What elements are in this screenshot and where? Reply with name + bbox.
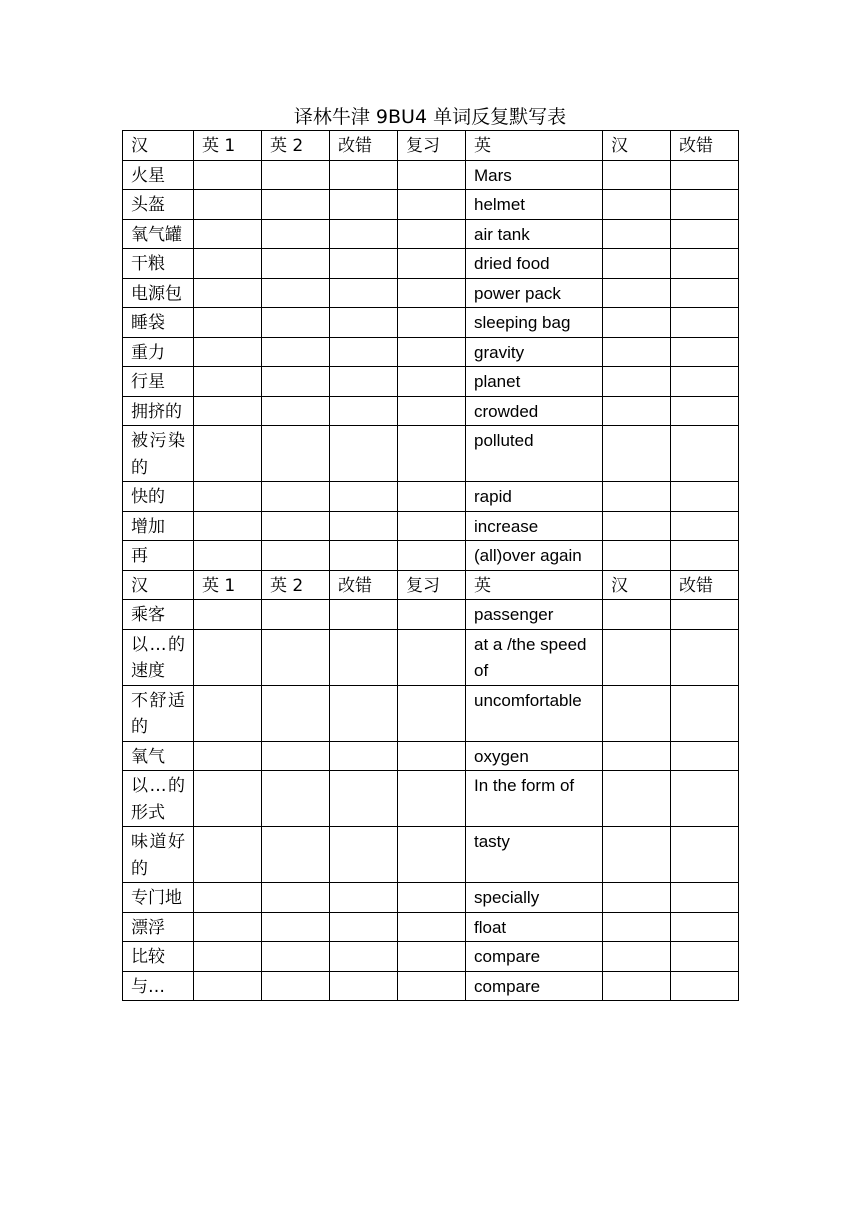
cell-blank	[603, 426, 671, 482]
cell-chinese: 电源包	[123, 278, 194, 308]
table-row	[123, 482, 739, 512]
cell-blank	[262, 685, 330, 741]
table-row	[123, 971, 739, 1001]
cell-blank	[330, 396, 398, 426]
cell-chinese: 味道好的	[123, 827, 194, 883]
cell-blank	[671, 883, 739, 913]
cell-blank	[603, 337, 671, 367]
table-header-row	[123, 131, 739, 161]
cell-english: (all)over again	[466, 541, 603, 571]
cell-chinese: 行星	[123, 367, 194, 397]
cell-blank	[398, 883, 466, 913]
cell-blank	[194, 827, 262, 883]
cell-blank	[398, 396, 466, 426]
cell-blank	[603, 971, 671, 1001]
cell-blank	[194, 971, 262, 1001]
cell-blank	[398, 190, 466, 220]
table-row	[123, 685, 739, 741]
cell-blank	[671, 190, 739, 220]
cell-blank	[194, 883, 262, 913]
cell-blank	[398, 741, 466, 771]
cell-english: oxygen	[466, 741, 603, 771]
cell-english: tasty	[466, 827, 603, 883]
table-row	[123, 771, 739, 827]
cell-blank	[398, 426, 466, 482]
cell-english: increase	[466, 511, 603, 541]
cell-blank	[262, 308, 330, 338]
cell-chinese: 头盔	[123, 190, 194, 220]
cell-blank	[330, 912, 398, 942]
cell-blank	[398, 308, 466, 338]
cell-blank	[330, 482, 398, 512]
cell-english: In the form of	[466, 771, 603, 827]
cell-blank	[194, 511, 262, 541]
cell-blank	[262, 629, 330, 685]
table-row	[123, 541, 739, 571]
cell-chinese: 增加	[123, 511, 194, 541]
table-row	[123, 942, 739, 972]
cell-blank	[330, 971, 398, 1001]
cell-blank	[330, 629, 398, 685]
cell-blank	[603, 160, 671, 190]
cell-blank	[262, 600, 330, 630]
cell-blank	[671, 308, 739, 338]
cell-chinese: 睡袋	[123, 308, 194, 338]
cell-blank	[330, 337, 398, 367]
cell-blank	[603, 741, 671, 771]
page-title: 译林牛津 9BU4 单词反复默写表	[293, 106, 567, 128]
cell-blank	[262, 827, 330, 883]
cell-blank	[330, 308, 398, 338]
table-row	[123, 827, 739, 883]
cell-blank	[603, 367, 671, 397]
header-col-zh2: 汉	[603, 570, 671, 600]
header-col-fix: 改错	[330, 570, 398, 600]
header-col-zh: 汉	[123, 570, 194, 600]
cell-blank	[262, 337, 330, 367]
cell-chinese: 火星	[123, 160, 194, 190]
cell-blank	[330, 511, 398, 541]
cell-blank	[603, 278, 671, 308]
cell-blank	[330, 160, 398, 190]
cell-chinese: 重力	[123, 337, 194, 367]
cell-blank	[671, 426, 739, 482]
cell-blank	[603, 600, 671, 630]
cell-blank	[671, 629, 739, 685]
cell-blank	[262, 541, 330, 571]
cell-blank	[194, 190, 262, 220]
cell-blank	[330, 685, 398, 741]
cell-blank	[262, 942, 330, 972]
cell-blank	[398, 249, 466, 279]
cell-blank	[398, 685, 466, 741]
header-col-review: 复习	[398, 131, 466, 161]
table-row	[123, 741, 739, 771]
cell-blank	[671, 367, 739, 397]
header-col-review: 复习	[398, 570, 466, 600]
cell-blank	[194, 741, 262, 771]
cell-blank	[194, 912, 262, 942]
table-row	[123, 396, 739, 426]
cell-blank	[603, 942, 671, 972]
cell-blank	[330, 771, 398, 827]
cell-blank	[398, 942, 466, 972]
cell-english: float	[466, 912, 603, 942]
cell-english: Mars	[466, 160, 603, 190]
cell-blank	[603, 308, 671, 338]
header-col-en2: 英 2	[262, 570, 330, 600]
cell-blank	[194, 249, 262, 279]
cell-english: passenger	[466, 600, 603, 630]
cell-blank	[671, 912, 739, 942]
cell-blank	[194, 629, 262, 685]
table-row	[123, 883, 739, 913]
cell-blank	[671, 219, 739, 249]
table-row	[123, 308, 739, 338]
cell-blank	[330, 219, 398, 249]
cell-blank	[671, 771, 739, 827]
cell-blank	[194, 396, 262, 426]
cell-english: crowded	[466, 396, 603, 426]
cell-blank	[671, 541, 739, 571]
header-col-fix2: 改错	[671, 131, 739, 161]
cell-blank	[262, 883, 330, 913]
cell-blank	[398, 160, 466, 190]
cell-blank	[398, 482, 466, 512]
cell-blank	[330, 827, 398, 883]
cell-chinese: 专门地	[123, 883, 194, 913]
cell-chinese: 乘客	[123, 600, 194, 630]
cell-blank	[194, 308, 262, 338]
cell-blank	[330, 541, 398, 571]
cell-blank	[262, 249, 330, 279]
cell-chinese: 氧气罐	[123, 219, 194, 249]
cell-blank	[398, 912, 466, 942]
cell-english: polluted	[466, 426, 603, 482]
table-row	[123, 629, 739, 685]
header-col-en1: 英 1	[194, 570, 262, 600]
header-col-en: 英	[466, 131, 603, 161]
cell-blank	[194, 160, 262, 190]
cell-blank	[603, 912, 671, 942]
cell-blank	[398, 827, 466, 883]
cell-blank	[398, 367, 466, 397]
cell-blank	[194, 541, 262, 571]
header-col-zh2: 汉	[603, 131, 671, 161]
cell-blank	[194, 600, 262, 630]
cell-english: air tank	[466, 219, 603, 249]
cell-blank	[194, 482, 262, 512]
cell-blank	[194, 942, 262, 972]
cell-blank	[330, 883, 398, 913]
cell-chinese: 干粮	[123, 249, 194, 279]
cell-blank	[671, 160, 739, 190]
cell-blank	[603, 482, 671, 512]
cell-chinese: 以…的形式	[123, 771, 194, 827]
cell-english: planet	[466, 367, 603, 397]
cell-blank	[398, 511, 466, 541]
cell-english: power pack	[466, 278, 603, 308]
cell-english: helmet	[466, 190, 603, 220]
cell-blank	[398, 629, 466, 685]
vocabulary-table	[122, 130, 739, 1001]
cell-blank	[194, 278, 262, 308]
cell-chinese: 不舒适的	[123, 685, 194, 741]
cell-blank	[671, 971, 739, 1001]
cell-blank	[671, 827, 739, 883]
cell-blank	[603, 511, 671, 541]
table-row	[123, 367, 739, 397]
cell-blank	[671, 249, 739, 279]
cell-blank	[262, 219, 330, 249]
cell-blank	[603, 883, 671, 913]
cell-chinese: 再	[123, 541, 194, 571]
cell-english: gravity	[466, 337, 603, 367]
cell-blank	[603, 541, 671, 571]
cell-blank	[603, 629, 671, 685]
cell-blank	[262, 396, 330, 426]
table-row	[123, 249, 739, 279]
cell-english: uncomfortable	[466, 685, 603, 741]
cell-blank	[398, 219, 466, 249]
cell-blank	[194, 685, 262, 741]
cell-blank	[194, 771, 262, 827]
cell-blank	[398, 278, 466, 308]
cell-blank	[262, 367, 330, 397]
cell-english: dried food	[466, 249, 603, 279]
cell-chinese: 以…的速度	[123, 629, 194, 685]
cell-chinese: 与…	[123, 971, 194, 1001]
cell-chinese: 漂浮	[123, 912, 194, 942]
cell-blank	[603, 685, 671, 741]
cell-blank	[194, 367, 262, 397]
cell-blank	[671, 278, 739, 308]
cell-blank	[262, 771, 330, 827]
cell-blank	[262, 971, 330, 1001]
header-col-fix2: 改错	[671, 570, 739, 600]
cell-chinese: 快的	[123, 482, 194, 512]
cell-chinese: 拥挤的	[123, 396, 194, 426]
cell-blank	[330, 942, 398, 972]
cell-blank	[398, 971, 466, 1001]
cell-blank	[194, 337, 262, 367]
table-row	[123, 337, 739, 367]
cell-english: specially	[466, 883, 603, 913]
cell-blank	[330, 741, 398, 771]
cell-blank	[398, 771, 466, 827]
cell-blank	[398, 337, 466, 367]
table-row	[123, 190, 739, 220]
cell-english: rapid	[466, 482, 603, 512]
cell-blank	[603, 190, 671, 220]
cell-blank	[603, 249, 671, 279]
cell-blank	[603, 827, 671, 883]
cell-blank	[603, 219, 671, 249]
cell-blank	[603, 396, 671, 426]
cell-english: compare	[466, 971, 603, 1001]
table-row	[123, 219, 739, 249]
cell-blank	[330, 600, 398, 630]
cell-english: at a /the speed of	[466, 629, 603, 685]
cell-blank	[398, 541, 466, 571]
cell-blank	[330, 367, 398, 397]
cell-blank	[262, 482, 330, 512]
table-row	[123, 912, 739, 942]
cell-blank	[671, 396, 739, 426]
cell-blank	[330, 426, 398, 482]
cell-blank	[262, 426, 330, 482]
cell-blank	[262, 912, 330, 942]
table-row	[123, 600, 739, 630]
table-row	[123, 160, 739, 190]
cell-blank	[671, 482, 739, 512]
cell-blank	[330, 190, 398, 220]
cell-blank	[330, 278, 398, 308]
cell-chinese: 被污染的	[123, 426, 194, 482]
cell-blank	[603, 771, 671, 827]
cell-blank	[262, 511, 330, 541]
table-header-row	[123, 570, 739, 600]
cell-blank	[671, 942, 739, 972]
cell-blank	[671, 337, 739, 367]
cell-blank	[671, 600, 739, 630]
header-col-en: 英	[466, 570, 603, 600]
header-col-en1: 英 1	[194, 131, 262, 161]
header-col-zh: 汉	[123, 131, 194, 161]
cell-blank	[398, 600, 466, 630]
cell-blank	[671, 685, 739, 741]
cell-chinese: 比较	[123, 942, 194, 972]
table-row	[123, 426, 739, 482]
cell-blank	[330, 249, 398, 279]
cell-blank	[194, 426, 262, 482]
table-row	[123, 278, 739, 308]
cell-blank	[671, 511, 739, 541]
cell-blank	[262, 278, 330, 308]
cell-blank	[194, 219, 262, 249]
cell-blank	[671, 741, 739, 771]
cell-blank	[262, 160, 330, 190]
cell-blank	[262, 741, 330, 771]
header-col-fix: 改错	[330, 131, 398, 161]
header-col-en2: 英 2	[262, 131, 330, 161]
cell-blank	[262, 190, 330, 220]
table-row	[123, 511, 739, 541]
cell-chinese: 氧气	[123, 741, 194, 771]
cell-english: compare	[466, 942, 603, 972]
cell-english: sleeping bag	[466, 308, 603, 338]
